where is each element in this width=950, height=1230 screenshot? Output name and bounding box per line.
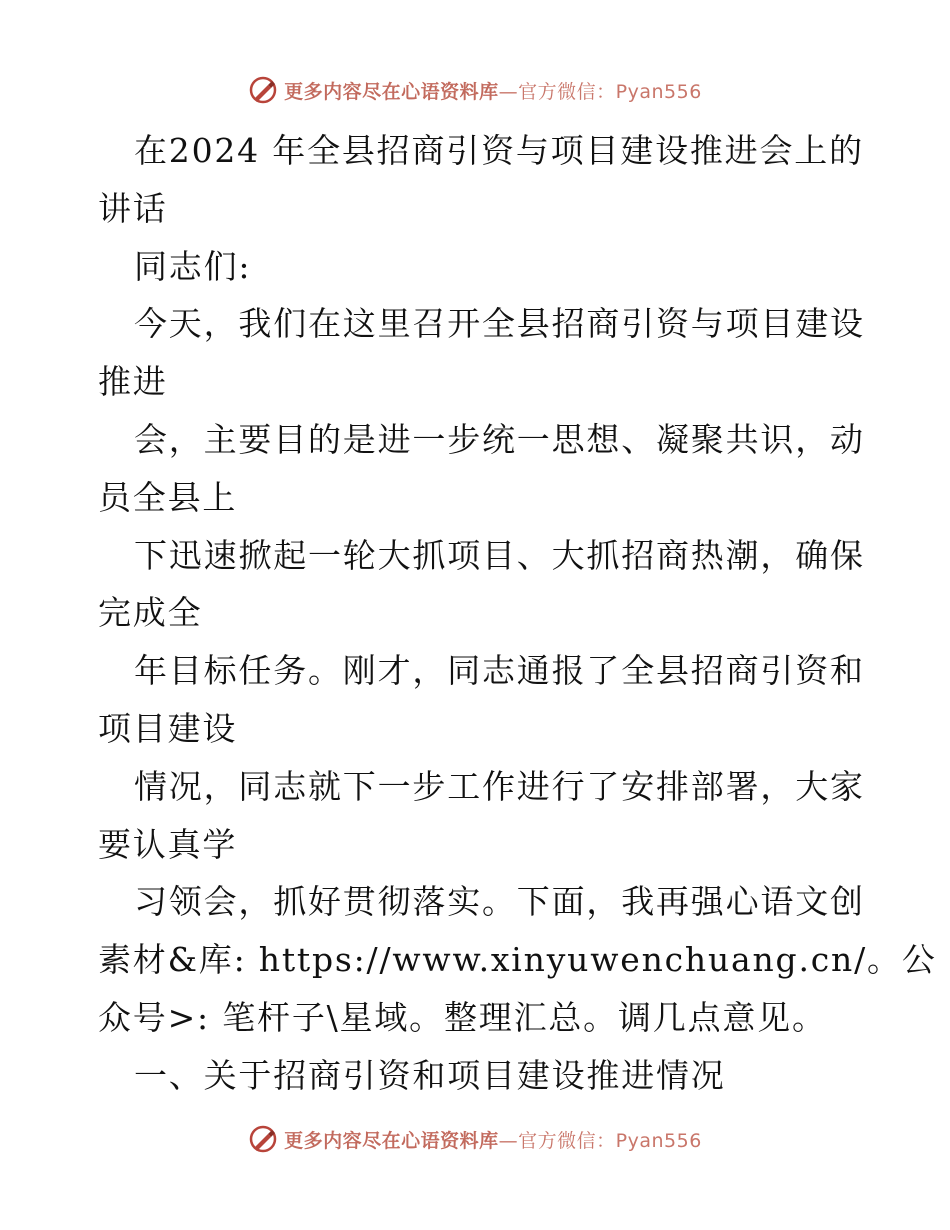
paragraph-line: 众号>: 笔杆子\星域。整理汇总。调几点意见。	[98, 997, 827, 1037]
paragraph-line: 项目建设	[98, 708, 238, 748]
paragraph-line: 素材&库: https://www.xinyuwenchuang.cn/。公	[98, 940, 937, 980]
title-line-2: 讲话	[98, 188, 168, 228]
footer-watermark	[0, 1119, 950, 1159]
document-body	[98, 122, 937, 1105]
paragraph-line: 情况，同志就下一步工作进行了安排部署，大家	[134, 766, 865, 806]
watermark-lead: 更多内容尽在心语资料库	[284, 1129, 499, 1152]
watermark-dash: —	[498, 80, 519, 103]
paragraph-line: 员全县上	[98, 477, 238, 517]
paragraph-line: 今天，我们在这里召开全县招商引资与项目建设	[134, 304, 865, 344]
pen-logo-icon	[248, 1124, 278, 1154]
paragraph-line: 习领会，抓好贯彻落实。下面，我再强心语文创	[134, 882, 865, 922]
watermark-lead: 更多内容尽在心语资料库	[284, 80, 499, 103]
salutation: 同志们:	[134, 246, 252, 286]
watermark-wechat: 官方微信：Pyan556	[518, 1129, 702, 1152]
watermark-dash: —	[498, 1129, 519, 1152]
paragraph-line: 推进	[98, 362, 168, 402]
paragraph-line: 会，主要目的是进一步统一思想、凝聚共识，动	[134, 419, 865, 459]
pen-logo-icon	[248, 75, 278, 105]
watermark-wechat: 官方微信：Pyan556	[518, 80, 702, 103]
paragraph-line: 下迅速掀起一轮大抓项目、大抓招商热潮，确保	[134, 535, 865, 575]
watermark-text	[284, 77, 702, 104]
watermark-text	[284, 1126, 702, 1153]
paragraph-line: 要认真学	[98, 824, 238, 864]
header-watermark	[0, 70, 950, 110]
paragraph-line: 年目标任务。刚才，同志通报了全县招商引资和	[134, 651, 865, 691]
title-line-1: 在2024 年全县招商引资与项目建设推进会上的	[134, 131, 864, 170]
paragraph-line: 完成全	[98, 593, 203, 633]
section-heading: 一、关于招商引资和项目建设推进情况	[134, 1055, 726, 1095]
